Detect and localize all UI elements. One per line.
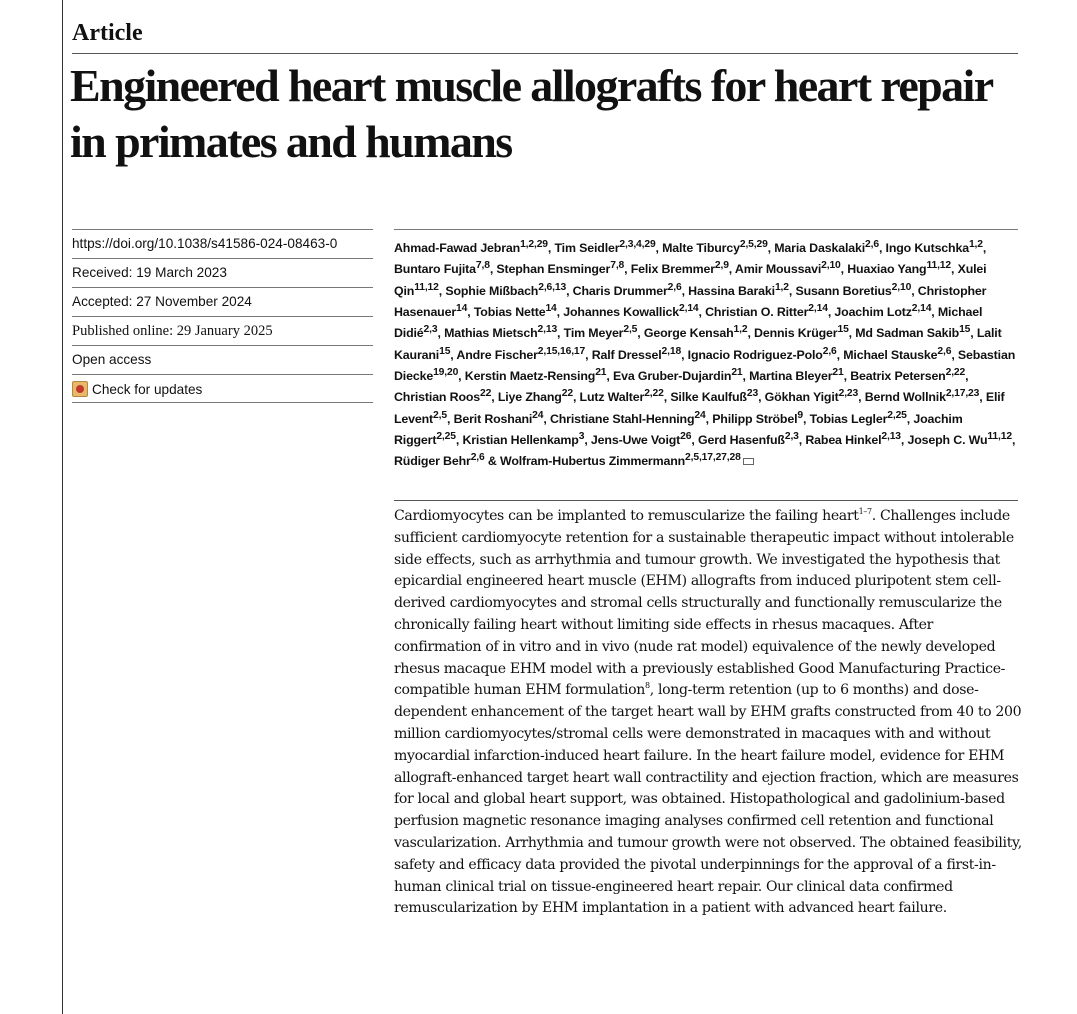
author-separator: , xyxy=(606,369,613,384)
author-separator: , xyxy=(491,390,498,405)
author-separator: , xyxy=(951,347,958,362)
header-divider xyxy=(72,53,1018,54)
author-name[interactable]: Huaxiao Yang xyxy=(847,262,927,277)
author-separator: & xyxy=(484,454,500,469)
author-separator: , xyxy=(840,262,848,277)
crossmark-icon xyxy=(72,381,88,397)
author-affiliation: 15 xyxy=(439,345,451,357)
authors-divider xyxy=(394,229,1018,230)
article-type-label: Article xyxy=(72,20,143,46)
author-name[interactable]: Kerstin Maetz-Rensing xyxy=(464,369,596,384)
author-name[interactable]: Hassina Baraki xyxy=(688,283,775,298)
author-separator: , xyxy=(438,283,446,298)
author-separator: , xyxy=(637,326,644,341)
author-affiliation: 11,12 xyxy=(414,281,439,293)
author-separator: , xyxy=(585,347,592,362)
author-affiliation: 24 xyxy=(694,409,706,421)
author-affiliation: 1,2 xyxy=(774,281,789,293)
author-name[interactable]: Rabea Hinkel xyxy=(805,433,882,448)
author-affiliation: 24 xyxy=(532,409,544,421)
author-affiliation: 2,6 xyxy=(667,281,682,293)
author-affiliation: 2,6 xyxy=(470,452,485,464)
author-affiliation: 2,14 xyxy=(808,302,828,314)
author-name[interactable]: Tobias Nette xyxy=(473,305,546,320)
author-name[interactable]: Joachim Riggert xyxy=(394,411,963,448)
author-name[interactable]: Xulei Qin xyxy=(394,262,987,298)
author-affiliation: 2,22 xyxy=(945,366,966,378)
author-affiliation: 2,6,13 xyxy=(538,281,567,293)
author-separator: , xyxy=(698,305,706,320)
author-separator: , xyxy=(681,283,689,298)
author-name[interactable]: Elif Levent xyxy=(394,390,1005,426)
author-name[interactable]: Christopher Hasenauer xyxy=(394,283,987,320)
author-name[interactable]: Lutz Walter xyxy=(579,390,645,405)
author-name[interactable]: Susann Boretius xyxy=(795,283,892,298)
author-separator: , xyxy=(1011,433,1016,448)
author-name[interactable]: Beatrix Petersen xyxy=(850,369,946,384)
open-access-label: Open access xyxy=(72,345,373,374)
author-separator: , xyxy=(663,390,671,405)
author-name[interactable]: Joseph C. Wu xyxy=(907,433,988,448)
author-affiliation: 19,20 xyxy=(433,366,459,378)
accepted-date: Accepted: 27 November 2024 xyxy=(72,287,373,316)
article-title: Engineered heart muscle allografts for heart repair in primates and humans xyxy=(70,60,992,167)
author-affiliation: 2,3 xyxy=(784,430,799,442)
author-separator: , xyxy=(900,433,908,448)
author-affiliation: 15 xyxy=(837,324,849,336)
abstract-text: Cardiomyocytes can be implanted to remuscularize the failing heart xyxy=(394,508,859,524)
author-affiliation: 2,18 xyxy=(661,345,682,357)
author-affiliation: 2,25 xyxy=(887,409,907,421)
author-name[interactable]: Sophie Mißbach xyxy=(445,283,539,298)
author-affiliation: 2,5 xyxy=(433,409,447,421)
author-separator: , xyxy=(450,347,457,362)
author-name[interactable]: Buntaro Fujita xyxy=(394,262,476,277)
author-name[interactable]: Stephan Ensminger xyxy=(496,262,611,277)
author-name[interactable]: Ahmad-Fawad Jebran xyxy=(394,241,521,256)
left-margin-rule xyxy=(62,0,63,1014)
author-name[interactable]: Ralf Dressel xyxy=(591,347,662,362)
author-name[interactable]: Sebastian Diecke xyxy=(394,347,1016,384)
author-name[interactable]: Gerd Hasenfuß xyxy=(697,433,785,448)
author-separator: , xyxy=(742,369,750,384)
abstract-divider xyxy=(394,500,1018,501)
author-affiliation: 2,3 xyxy=(423,324,438,336)
author-name[interactable]: Tim Meyer xyxy=(563,326,624,341)
author-name[interactable]: George Kensah xyxy=(643,326,734,341)
author-name[interactable]: Joachim Lotz xyxy=(834,305,912,320)
author-affiliation: 11,12 xyxy=(987,430,1012,442)
author-name[interactable]: Silke Kaulfuß xyxy=(670,390,747,405)
article-metadata xyxy=(72,229,373,403)
author-name[interactable]: Christiane Stahl-Henning xyxy=(549,411,695,426)
author-separator: , xyxy=(878,241,886,256)
author-affiliation: 1,2 xyxy=(733,324,748,336)
author-separator: , xyxy=(951,262,958,277)
abstract-text: . Challenges include sufficient cardiomyocyte retention for a sustainable therapeutic impact without intolerable side effects, such as arrhythmia and tumour growth. We investigated the hypothesis that epicardial engineered heart muscle (EHM) allografts from induced pluripotent stem cell-derived cardiomyocytes and stromal cells structurally and functionally remuscularize the chronically failing heart without limiting side effects in rhesus macaques. After confirmation of in vitro and in vivo (nude rat model) equivalence of the newly developed rhesus macaque EHM model with a previously established Good Manufacturing Practice-compatible human EHM formulation xyxy=(394,508,1014,699)
author-name[interactable]: Tim Seidler xyxy=(554,241,620,256)
author-affiliation: 2,15,16,17 xyxy=(537,345,586,357)
author-affiliation: 2,23 xyxy=(838,388,859,400)
author-name[interactable]: Andre Fischer xyxy=(456,347,538,362)
author-separator: , xyxy=(836,347,844,362)
author-separator: , xyxy=(747,326,755,341)
author-separator: , xyxy=(584,433,591,448)
author-affiliation: 2,6 xyxy=(822,345,837,357)
author-separator: , xyxy=(931,305,938,320)
author-separator: , xyxy=(705,411,713,426)
author-name[interactable]: Dennis Krüger xyxy=(754,326,838,341)
author-affiliation: 2,14 xyxy=(679,302,699,314)
author-affiliation: 2,5,29 xyxy=(739,239,768,250)
author-separator: , xyxy=(547,241,555,256)
author-affiliation: 23 xyxy=(746,388,759,400)
author-name[interactable]: Christian Roos xyxy=(394,390,481,405)
author-affiliation: 2,25 xyxy=(436,430,456,442)
reference-citation[interactable]: 8 xyxy=(644,681,650,691)
author-separator: , xyxy=(455,433,463,448)
author-affiliation: 21 xyxy=(595,366,607,378)
author-name[interactable]: Michael Stauske xyxy=(843,347,938,362)
author-separator: , xyxy=(728,262,735,277)
author-name[interactable]: Kristian Hellenkamp xyxy=(462,433,579,448)
author-name[interactable]: Charis Drummer xyxy=(572,283,668,298)
author-affiliation: 21 xyxy=(832,366,844,378)
author-affiliation: 2,6 xyxy=(865,239,879,250)
author-affiliation: 22 xyxy=(480,388,492,400)
author-name[interactable]: Christian O. Ritter xyxy=(705,305,809,320)
author-affiliation: 2,10 xyxy=(821,260,841,272)
author-affiliation: 7,8 xyxy=(475,260,490,272)
author-name[interactable]: Maria Daskalaki xyxy=(774,241,866,256)
author-name[interactable]: Ignacio Rodriguez-Polo xyxy=(687,347,823,362)
author-separator: , xyxy=(691,433,698,448)
author-separator: , xyxy=(543,411,550,426)
author-separator: , xyxy=(458,369,465,384)
author-affiliation: 15 xyxy=(959,324,971,336)
author-affiliation: 2,17,23 xyxy=(945,388,980,400)
author-name[interactable]: Lalit Kaurani xyxy=(394,326,1002,362)
author-name[interactable]: Gökhan Yigit xyxy=(764,390,839,405)
author-separator: , xyxy=(843,369,851,384)
author-affiliation: 2,9 xyxy=(714,260,729,272)
published-date: Published online: 29 January 2025 xyxy=(72,316,373,345)
author-separator: , xyxy=(798,433,806,448)
author-separator: , xyxy=(758,390,765,405)
author-name[interactable]: Rüdiger Behr xyxy=(394,454,471,469)
author-affiliation: 21 xyxy=(731,366,743,378)
email-icon[interactable] xyxy=(743,458,754,465)
author-affiliation: 2,5,17,27,28 xyxy=(685,452,741,464)
author-separator: , xyxy=(566,283,573,298)
author-affiliation: 14 xyxy=(456,302,468,314)
author-name[interactable]: Liye Zhang xyxy=(497,390,562,405)
author-affiliation: 2,13 xyxy=(881,430,901,442)
author-affiliation: 2,5 xyxy=(623,324,638,336)
author-separator: , xyxy=(979,390,986,405)
author-separator: , xyxy=(982,241,987,256)
author-name[interactable]: Martina Bleyer xyxy=(749,369,833,384)
author-name[interactable]: Wolfram-Hubertus Zimmermann xyxy=(500,454,686,469)
author-affiliation: 14 xyxy=(545,302,557,314)
author-affiliation: 3 xyxy=(578,430,585,442)
author-affiliation: 2,13 xyxy=(537,324,558,336)
author-separator: , xyxy=(655,241,663,256)
author-name[interactable]: Michael Didié xyxy=(394,305,983,341)
author-separator: , xyxy=(802,411,810,426)
author-name[interactable]: Mathias Mietsch xyxy=(444,326,538,341)
author-affiliation: 2,10 xyxy=(891,281,912,293)
author-separator: , xyxy=(446,411,454,426)
author-list xyxy=(394,236,1022,471)
author-separator: , xyxy=(557,326,564,341)
author-separator: , xyxy=(848,326,856,341)
author-separator: , xyxy=(572,390,580,405)
author-affiliation: 11,12 xyxy=(926,260,951,272)
author-affiliation: 2,14 xyxy=(911,302,932,314)
reference-citation[interactable]: 1–7 xyxy=(858,507,872,516)
author-separator: , xyxy=(788,283,796,298)
author-name[interactable]: Ingo Kutschka xyxy=(885,241,969,256)
author-separator: , xyxy=(437,326,445,341)
doi-link[interactable]: https://doi.org/10.1038/s41586-024-08463-0 xyxy=(72,229,373,258)
author-affiliation: 22 xyxy=(561,388,573,400)
author-separator: , xyxy=(827,305,835,320)
author-separator: , xyxy=(965,369,969,384)
author-name[interactable]: Amir Moussavi xyxy=(734,262,822,277)
author-name[interactable]: Philipp Ströbel xyxy=(712,411,798,426)
author-affiliation: 1,2 xyxy=(968,239,983,250)
check-for-updates-link[interactable] xyxy=(72,374,373,403)
author-affiliation: 9 xyxy=(797,409,803,421)
author-name[interactable]: Md Sadman Sakib xyxy=(855,326,960,341)
author-separator: , xyxy=(467,305,474,320)
author-name[interactable]: Malte Tiburcy xyxy=(662,241,740,256)
author-affiliation: 2,22 xyxy=(644,388,664,400)
abstract xyxy=(394,506,1022,920)
author-separator: , xyxy=(489,262,497,277)
author-separator: , xyxy=(906,411,914,426)
author-affiliation: 26 xyxy=(680,430,692,442)
received-date: Received: 19 March 2023 xyxy=(72,258,373,287)
abstract-text: , long-term retention (up to 6 months) and dose-dependent enhancement of the target heart wall by EHM grafts constructed from 40 to 200 million cardiomyocytes/stromal cells were demonstrated in macaques with and without myocardial infarction-induced heart failure. In the heart failure model, evidence for EHM allograft-enhanced target heart wall contractility and ejection fraction, which are measures for local and global heart support, was obtained. Histopathological and gadolinium-based perfusion magnetic resonance imaging analyses confirmed cell retention and functional vascularization. Arrhythmia and tumour growth were not observed. The obtained feasibility, safety and efficacy data provided the pivotal underpinnings for the approval of a first-in-human clinical trial on tissue-engineered heart repair. Our clinical data confirmed remuscularization by EHM implantation in a patient with advanced heart failure. xyxy=(394,682,1022,917)
author-affiliation: 2,6 xyxy=(937,345,952,357)
author-separator: , xyxy=(681,347,688,362)
author-name[interactable]: Berit Roshani xyxy=(453,411,533,426)
author-name[interactable]: Eva Gruber-Dujardin xyxy=(612,369,732,384)
author-affiliation: 2,3,4,29 xyxy=(619,239,656,250)
author-affiliation: 7,8 xyxy=(610,260,625,272)
author-separator: , xyxy=(970,326,977,341)
author-name[interactable]: Tobias Legler xyxy=(809,411,888,426)
author-separator: , xyxy=(767,241,775,256)
author-name[interactable]: Johannes Kowallick xyxy=(563,305,679,320)
author-separator: , xyxy=(858,390,865,405)
author-separator: , xyxy=(911,283,918,298)
author-name[interactable]: Felix Bremmer xyxy=(630,262,715,277)
author-separator: , xyxy=(624,262,631,277)
author-name[interactable]: Jens-Uwe Voigt xyxy=(590,433,681,448)
author-separator: , xyxy=(556,305,564,320)
author-affiliation: 1,2,29 xyxy=(520,239,548,250)
author-name[interactable]: Bernd Wollnik xyxy=(864,390,946,405)
check-updates-label: Check for updates xyxy=(92,382,203,397)
